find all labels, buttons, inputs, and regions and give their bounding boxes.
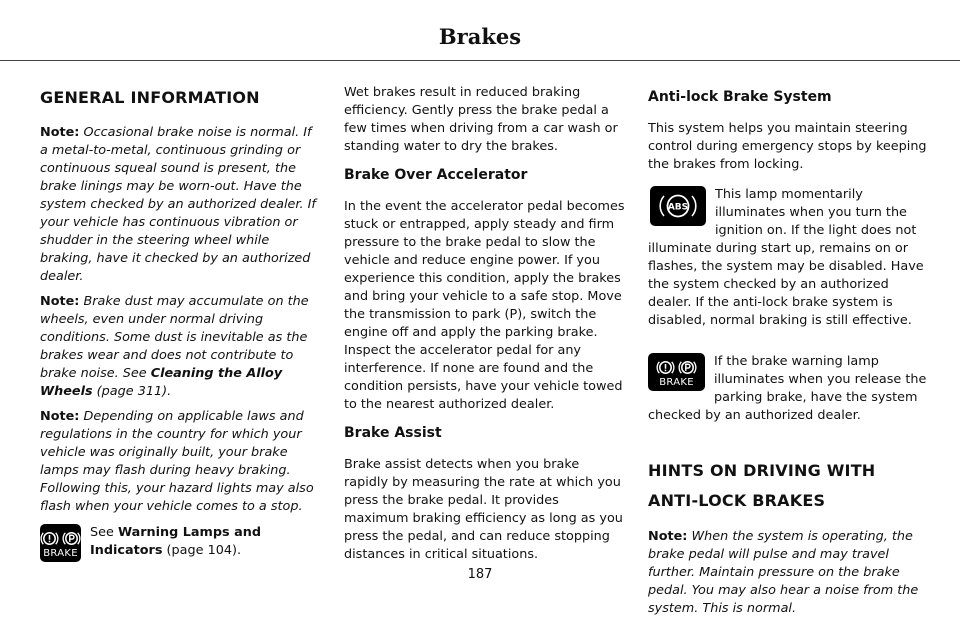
wet-brakes-paragraph: Wet brakes result in reduced braking efficiency. Gently press the brake pedal a few times when driving from a car wash or standing water to dry the brakes. xyxy=(344,85,618,154)
page-header-title: Brakes xyxy=(438,24,522,49)
note-paragraph-dust xyxy=(40,293,322,401)
parking-p-icon xyxy=(678,358,697,377)
brake-over-accelerator-paragraph: In the event the accelerator pedal becomes stuck or entrapped, apply steady and firm pressure to the brake pedal to slow the vehicle and reduce engine power. If you experience this condition, apply the brakes and bring your vehicle to a safe stop. Move the transmission to park (P), switch the engine off and apply the parking brake. Inspect the accelerator pedal for any interference. If none are found and the condition persists, have your vehicle towed to the nearest authorized dealer. xyxy=(344,199,625,412)
header-divider xyxy=(0,60,960,61)
cross-reference-link[interactable]: Cleaning the Alloy Wheels xyxy=(40,366,283,399)
circle-exclamation-icon xyxy=(656,358,675,377)
abs-lamp-block xyxy=(648,186,930,337)
abs-warning-icon xyxy=(650,186,706,226)
section-heading-hints-anti-lock: HINTS ON DRIVING WITH ANTI-LOCK BRAKES xyxy=(648,461,876,510)
note-text: When the system is operating, the brake pedal will pulse and may travel further. Maintain pressure on the brake pedal. You may also hear a noise from the system. This is normal. xyxy=(648,529,919,616)
cross-reference-link[interactable]: Warning Lamps and Indicators xyxy=(90,525,262,558)
section-heading-brake-over-accelerator: Brake Over Accelerator xyxy=(344,167,528,183)
abs-icon-label: ABS xyxy=(667,202,689,213)
note-text: Brake dust may accumulate on the wheels, even under normal driving conditions. Some dust is inevitable as the brakes wear and does not contribute to brake noise. See xyxy=(40,294,309,381)
note-label: Note: xyxy=(40,409,80,424)
note-paragraph-lamps xyxy=(40,408,322,516)
brake-icon-label: BRAKE xyxy=(659,376,694,388)
page-number: 187 xyxy=(467,567,493,582)
brake-warning-reference xyxy=(40,524,322,566)
abs-intro-paragraph: This system helps you maintain steering control during emergency stops by keeping the brakes from locking. xyxy=(648,121,927,172)
column-right xyxy=(648,84,930,625)
brake-warning-icon xyxy=(648,353,705,391)
see-reference-text: See Warning Lamps and Indicators (page 104). xyxy=(90,525,262,558)
brake-assist-paragraph: Brake assist detects when you brake rapidly by measuring the rate at which you press the brake pedal. It provides maximum braking efficiency as long as you press the pedal, and can reduce stopping distances in critical situations. xyxy=(344,457,623,562)
page-reference: (page 104). xyxy=(162,543,242,558)
section-heading-anti-lock-brake-system: Anti-lock Brake System xyxy=(648,89,832,105)
section-heading-general-information: GENERAL INFORMATION xyxy=(40,88,260,107)
note-label: Note: xyxy=(40,125,80,140)
note-text: Depending on applicable laws and regulations in the country for which your vehicle was originally built, your brake lamps may flash during heavy braking. Following this, your hazard lights may also flash when your vehicle comes to a stop. xyxy=(40,409,314,514)
note-label: Note: xyxy=(40,294,80,309)
parking-p-icon xyxy=(62,529,81,548)
page-reference: (page 311). xyxy=(96,384,172,399)
note-paragraph-noise xyxy=(40,124,322,286)
column-middle xyxy=(344,84,626,571)
brake-warning-icon xyxy=(40,524,81,562)
note-text: Occasional brake noise is normal. If a metal-to-metal, continuous grinding or continuous squeal sound is present, the brake linings may be worn-out. Have the system checked by an authorized dealer. If your vehicle has continuous vibration or shudder in the steering wheel while braking, have it checked by an authorized dealer. xyxy=(40,125,316,284)
brake-lamp-paragraph: If the brake warning lamp illuminates when you release the parking brake, have the system checked by an authorized dealer. xyxy=(648,354,927,423)
brake-lamp-block xyxy=(648,353,930,432)
circle-exclamation-icon xyxy=(40,529,59,548)
section-heading-brake-assist: Brake Assist xyxy=(344,425,442,441)
brake-icon-label: BRAKE xyxy=(43,547,78,559)
abs-lamp-paragraph: This lamp momentarily illuminates when you turn the ignition on. If the light does not illuminate during start up, remains on or flashes, the system may be disabled. Have the system checked by an authorized dealer. If the anti-lock brake system is disabled, normal braking is still effective. xyxy=(648,187,924,328)
note-label: Note: xyxy=(648,529,688,544)
column-left xyxy=(40,84,322,570)
